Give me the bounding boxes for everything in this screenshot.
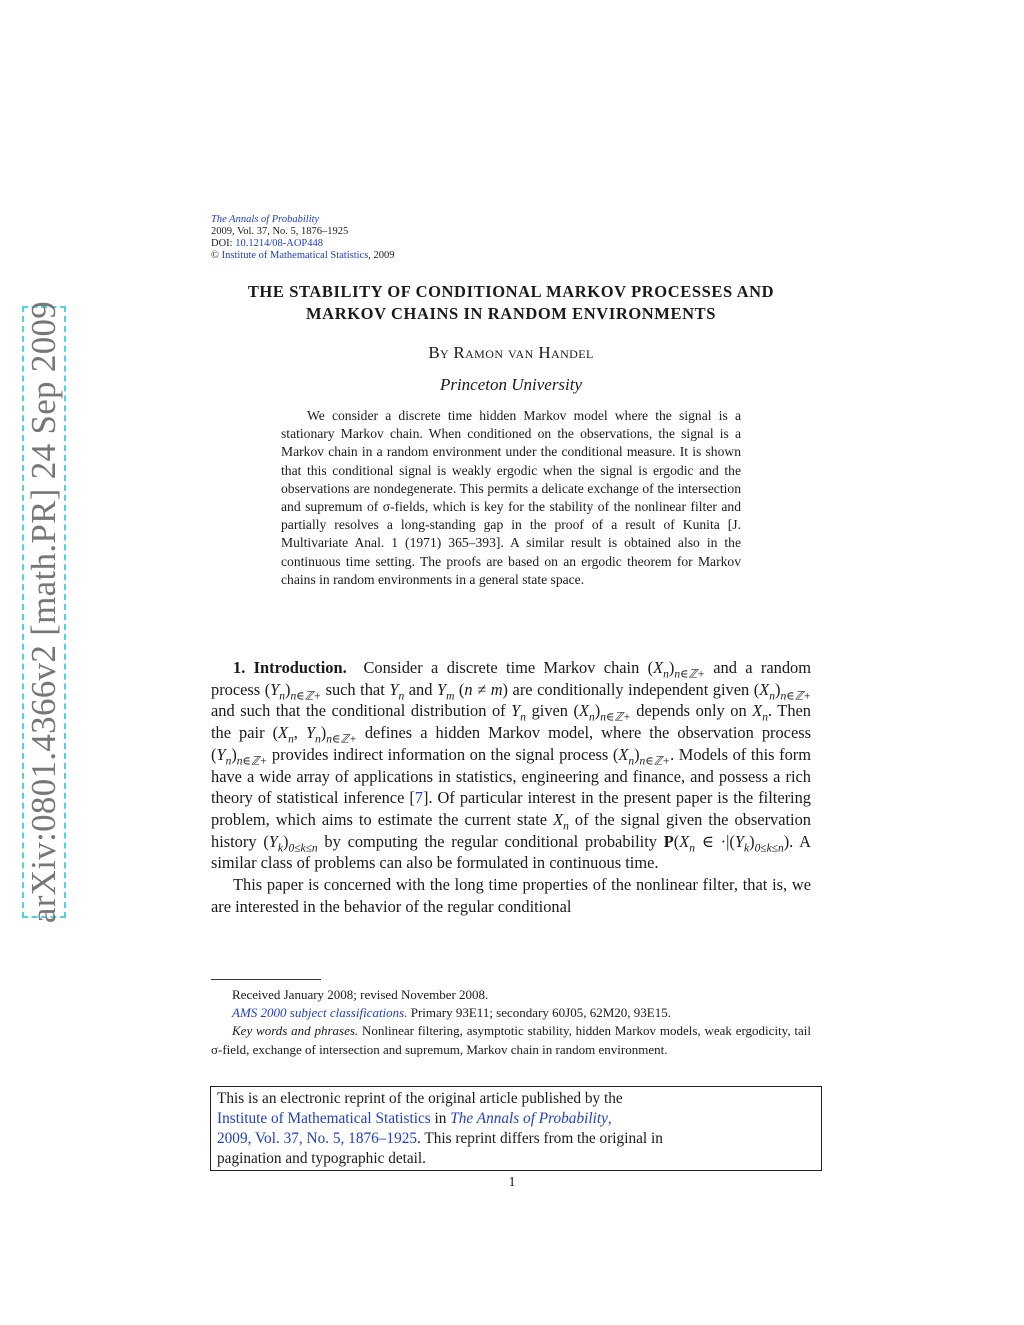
copyright-line: © Institute of Mathematical Statistics, 2009: [211, 250, 395, 261]
ams-link[interactable]: AMS 2000 subject classifications.: [232, 1005, 408, 1021]
journal-name-link[interactable]: The Annals of Probability: [450, 1110, 608, 1127]
affiliation: Princeton University: [439, 375, 583, 394]
received-note: Received January 2008; revised November 2008.: [232, 987, 489, 1002]
volume-link[interactable]: 2009, Vol. 37, No. 5, 1876–1925: [217, 1130, 418, 1147]
volume-line: 2009, Vol. 37, No. 5, 1876–1925: [211, 226, 349, 237]
abstract: [281, 407, 741, 589]
copyright-icon: ©: [211, 250, 219, 261]
institute-link[interactable]: Institute of Mathematical Statistics: [217, 1110, 431, 1127]
citation-link[interactable]: 7: [414, 788, 423, 808]
footnotes: [211, 986, 811, 1059]
arxiv-stamp: [22, 300, 66, 924]
publisher-link[interactable]: Institute of Mathematical Statistics: [221, 250, 369, 261]
page-number: 1: [508, 1175, 516, 1190]
author-byline: By Ramon van Handel: [428, 343, 594, 362]
abstract-text: We consider a discrete time hidden Markov model where the signal is a stationary Markov chain. When conditioned on the observations, the signal is a Markov chain in a random environment under the conditional measure. It is shown that this conditional signal is weakly ergodic when the signal is ergodic and the observations are nondegenerate. This permits a delicate exchange of the intersection and supremum of σ-fields, which is key for the stability of the nonlinear filter and partially resolves a long-standing gap in the proof of a result of Kunita [J. Multivariate Anal. 1 (1971) 365–393]. A similar result is obtained also in the continuous time setting. The proofs are based on an ergodic theorem for Markov chains in random environments in a general state space.: [281, 408, 741, 587]
arxiv-stamp-text: arXiv:0801.4366v2 [math.PR] 24 Sep 2009: [24, 300, 63, 924]
reprint-notice-box: This is an electronic reprint of the original article published by the Institute of Mathematical Statistics in The Annals of Probability, 2009, Vol. 37, No. 5, 1876–1925. This reprint differs from the original in pagination and typographic detail.: [210, 1086, 822, 1171]
paper-title: THE STABILITY OF CONDITIONAL MARKOV PROCESSES AND MARKOV CHAINS IN RANDOM ENVIRONMENTS: [247, 282, 775, 323]
journal-link[interactable]: The Annals of Probability: [211, 214, 320, 225]
ams-classification: AMS 2000 subject classifications. Primary 93E11; secondary 60J05, 62M20, 93E15.: [232, 1005, 671, 1021]
intro-paragraph-1: 1. Introduction. Consider a discrete time Markov chain $(X_n)_{n\in ℤ+}$ and a random process $(Y_n)_{n\in ℤ+}$ such that $Y_n$ and $Y_m$ (n ≠ m) are conditionally independent given $(X_n)_{n\in ℤ+}$ and such that the conditional distribution of $Y_n$ given $(X_n)_{n\in ℤ+}$ depends only on $X_n$. Then the pair ($X_n$, $Y_n)_{n\in ℤ+}$ defines a hidden Markov model, where the observation process $(Y_n)_{n\in ℤ+}$ provides indirect information on the signal process $(X_n)_{n\in ℤ+}$. Models of this form have a wide array of applications in statistics, engineering and finance, and possess a rich theory of statistical inference [7]. Of particular interest in the present paper is the filtering problem, which aims to estimate the current state $X_n$ of the signal given the observation history $(Y_k)_{0\le k\le n}$ by computing the regular conditional probability $P(X_n$ ∈ $\cdot|(Y_k)_{0\le k\le n}$). A similar class of problems can also be formulated in continuous time.: [211, 658, 811, 873]
keywords: Key words and phrases. Nonlinear filtering, asymptotic stability, hidden Markov models, weak ergodicity, tail σ-field, exchange of intersection and supremum, Markov chain in random environment.: [211, 1023, 811, 1057]
journal-header: [211, 214, 395, 262]
author-name: Ramon van Handel: [453, 343, 594, 362]
section-heading: 1. Introduction.: [233, 658, 347, 677]
footnote-divider: [211, 979, 321, 980]
doi-link[interactable]: 10.1214/08-AOP448: [235, 238, 324, 249]
body-text: [211, 657, 811, 917]
doi-line: DOI: 10.1214/08-AOP448: [211, 238, 324, 249]
intro-paragraph-2: This paper is concerned with the long time properties of the nonlinear filter, that is, we are interested in the behavior of the regular conditional: [211, 875, 811, 916]
